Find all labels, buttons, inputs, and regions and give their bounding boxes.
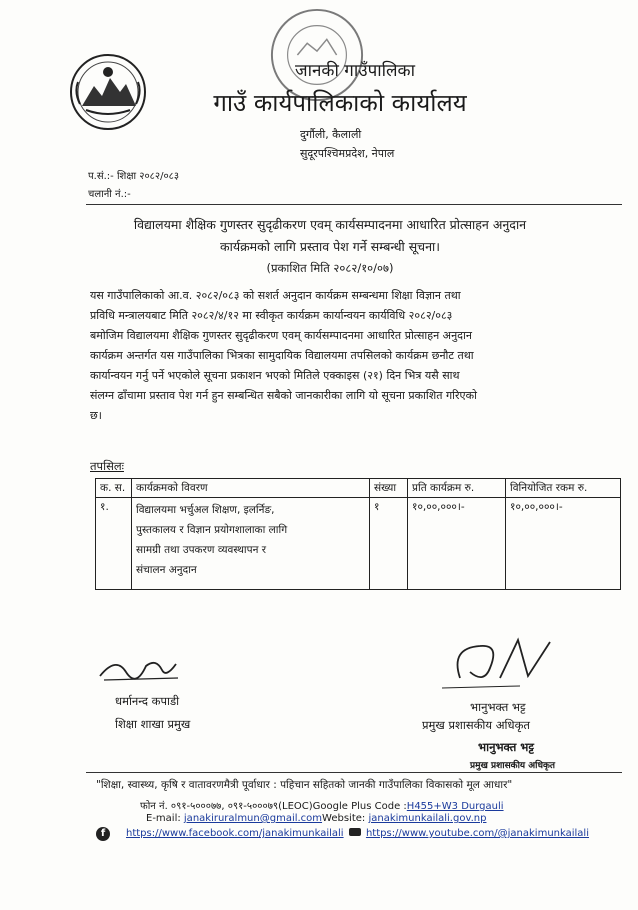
details-heading: तपसिलः [90,459,124,473]
facebook-icon: f [96,827,110,841]
body-line: कार्यक्रम अन्तर्गत यस गाउँपालिका भित्रका सामुदायिक विद्यालयमा तपसिलको कार्यक्रम छनौट तथा [90,349,474,362]
body-line: कार्यान्वयन गर्नु पर्ने भएकोले सूचना प्रकाशन भएको मितिले एक्काइस (२१) दिन भित्र यसै साथ [90,369,460,382]
right-signatory-name: भानुभक्त भट्ट [470,700,526,714]
header-sn: क. स. [96,479,132,498]
stamp-title: प्रमुख प्रशासकीय अधिकृत [470,761,556,771]
notice-title-line2: कार्यक्रमको लागि प्रस्ताव पेश गर्ने सम्बन्धी सूचना। [219,239,441,254]
footer-phone: फोन नं. ०९१-५०००७७, ०९१-५०००७९(LEOC)Google Plus Code :H455+W3 Durgauli [140,801,504,812]
desc-line: पुस्तकालय र विज्ञान प्रयोगशालाका लागि [136,524,288,536]
body-line: यस गाउँपालिकाको आ.व. २०८२/०८३ को सशर्त अनुदान कार्यक्रम सम्बन्धमा शिक्षा विज्ञान तथा [90,289,461,302]
youtube-link[interactable]: https://www.youtube.com/@janakimunkailali [365,828,589,839]
notice-title-line1: विद्यालयमा शैक्षिक गुणस्तर सुदृढीकरण एवम् कार्यसम्पादनमा आधारित प्रोत्साहन अनुदान [133,217,527,232]
notice-body [90,286,625,426]
left-signatory-name: धर्मानन्द कपाडी [115,694,180,708]
body-line: संलग्न ढाँचामा प्रस्ताव पेश गर्न हुन सम्बन्धित सबैको जानकारीका लागि यो सूचना प्रकाशित गरिएको [90,389,477,402]
office-province: सुदूरपश्चिमप्रदेश, नेपाल [300,147,395,160]
table-row [96,498,621,590]
stamp-name: भानुभक्त भट्ट [478,740,534,754]
nepal-emblem-icon [68,52,148,132]
header-quantity: संख्या [370,479,408,498]
email-link[interactable]: janakiruralmun@gmail.com [183,813,323,824]
desc-line: संचालन अनुदान [136,564,197,576]
website-link[interactable]: janakimunkailali.gov.np [368,813,487,824]
program-table [95,478,621,590]
row-description [132,498,370,590]
body-line: प्रविधि मन्त्रालयबाट मिति २०८२/४/१२ मा स्वीकृत कार्यक्रम कार्यान्वयन कार्यविधि २०८२/०८३ [90,309,453,322]
table-header-row [96,479,621,498]
youtube-icon [349,828,361,836]
desc-line: सामग्री तथा उपकरण व्यवस्थापन र [136,544,267,556]
row-quantity: १ [370,498,408,590]
header-allocated: विनियोजित रकम रु. [506,479,621,498]
header-description: कार्यक्रमको विवरण [132,479,370,498]
facebook-link[interactable]: https://www.facebook.com/janakimunkailali [126,828,344,839]
left-signatory-title: शिक्षा शाखा प्रमुख [115,717,191,731]
right-signatory-title: प्रमुख प्रशासकीय अधिकृत [422,718,530,732]
body-line: बमोजिम विद्यालयमा शैक्षिक गुणस्तर सुदृढीकरण एवम् कार्यसम्पादनमा आधारित प्रोत्साहन अनुदान [90,329,472,342]
municipality-name: जानकी गाउँपालिका [294,61,416,81]
footer-social [126,828,589,839]
footer-slogan: "शिक्षा, स्वास्थ्य, कृषि र वातावरणमैत्री पूर्वाधार : पहिचान सहितको जानकी गाउँपालिका विकासको मूल आधार" [96,779,513,791]
row-allocated: १०,००,०००।- [506,498,621,590]
desc-line: विद्यालयमा भर्चुअल शिक्षण, इलर्निङ, [136,504,275,516]
signature-left-icon [96,648,186,688]
footer-divider [86,772,622,773]
row-sn: १. [96,498,132,590]
footer-contact: E-mail: janakiruralmun@gmail.comWebsite: janakimunkailali.gov.np [146,813,487,824]
header-per-program: प्रति कार्यक्रम रु. [408,479,506,498]
header-divider [86,204,622,205]
office-place: दुर्गौली, कैलाली [300,128,362,141]
body-line: छ। [90,409,102,422]
dispatch-number: चलानी नं.:- [88,189,131,200]
reference-number: प.सं.:- शिक्षा २०८२/०८३ [88,171,180,182]
signature-right-icon [440,628,560,698]
plus-code: H455+W3 Durgauli [406,801,504,812]
office-name: गाउँ कार्यपालिकाको कार्यालय [213,89,467,117]
published-date: (प्रकाशित मिति २०८२/१०/०७) [266,261,394,275]
row-per-program: १०,००,०००।- [408,498,506,590]
